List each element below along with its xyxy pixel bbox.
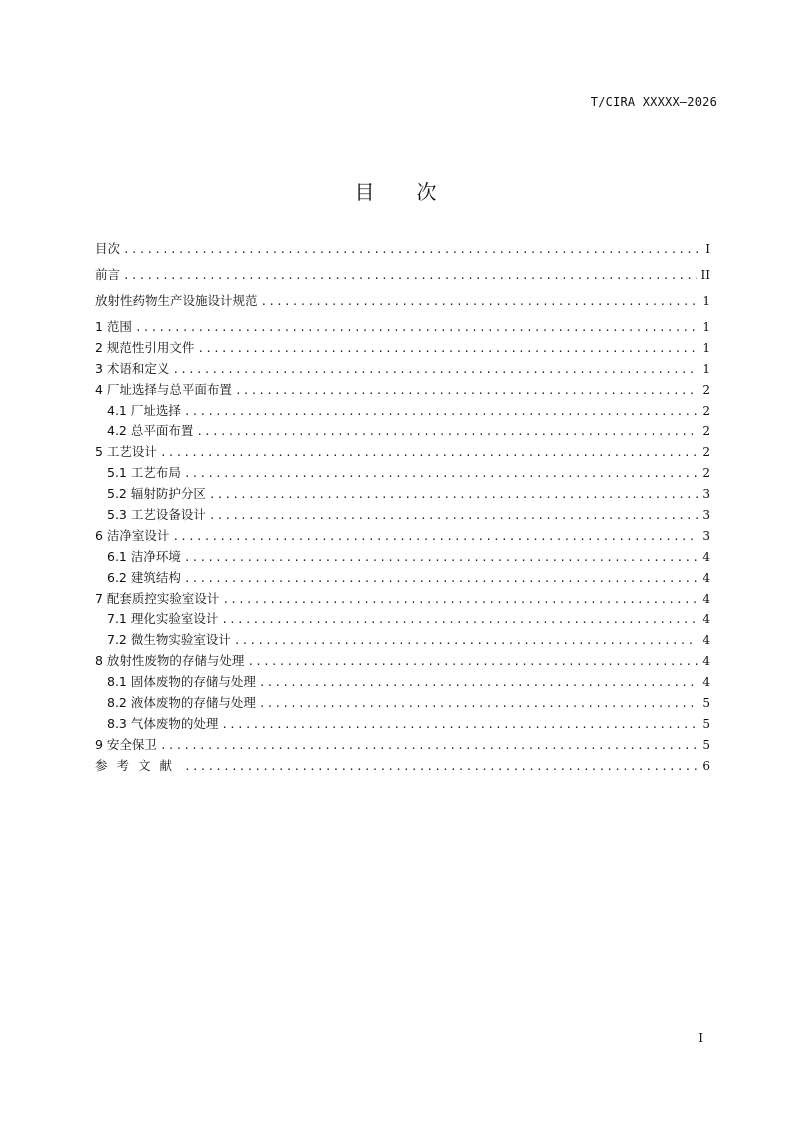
toc-entry-label: 2 规范性引用文件: [95, 339, 195, 355]
toc-entry[interactable]: [95, 756, 710, 777]
toc-leader-dots: [196, 422, 698, 443]
toc-entry[interactable]: [95, 239, 710, 265]
toc-entry[interactable]: [95, 672, 710, 693]
toc-entry-page: 1: [702, 320, 710, 334]
toc-leader-dots: [184, 569, 699, 590]
toc-entry[interactable]: [95, 589, 710, 610]
toc-entry-page: 4: [702, 612, 710, 627]
toc-entry[interactable]: [95, 442, 710, 463]
toc-entry-page: 3: [702, 508, 710, 523]
toc-leader-dots: [235, 381, 698, 402]
toc-leader-dots: [247, 652, 698, 673]
toc-leader-dots: [197, 339, 698, 360]
toc-entry-label: 4 厂址选择与总平面布置: [95, 381, 232, 397]
toc-entry[interactable]: [95, 265, 710, 291]
toc-entry[interactable]: [95, 526, 710, 547]
toc-entry[interactable]: [95, 317, 710, 338]
toc-entry-label: 8.3 气体废物的处理: [107, 715, 219, 731]
toc-entry-label: 6.1 洁净环境: [107, 548, 181, 564]
toc-entry[interactable]: [95, 463, 710, 484]
toc-entry-page: I: [705, 242, 710, 256]
toc-leader-dots: [209, 506, 699, 527]
toc-entry-page: 2: [702, 466, 710, 481]
toc-entry[interactable]: [95, 735, 710, 756]
toc-entry-page: 1: [702, 361, 710, 376]
toc-entry[interactable]: [95, 359, 710, 380]
toc-entry-page: 2: [702, 382, 710, 397]
toc-entry-page: 4: [702, 675, 710, 690]
toc-entry[interactable]: [95, 401, 710, 422]
toc-leader-dots: [184, 548, 699, 569]
toc-entry-page: 5: [702, 716, 710, 731]
toc-entry-label: 9 安全保卫: [95, 736, 157, 752]
toc-leader-dots: [222, 590, 698, 611]
toc-entry-label: 7.1 理化实验室设计: [107, 611, 219, 627]
toc-entry[interactable]: [95, 630, 710, 651]
toc-leader-dots: [221, 610, 698, 631]
toc-entry-page: 3: [702, 487, 710, 502]
toc-entry-label: 8.2 液体废物的存储与处理: [107, 695, 256, 711]
document-code: T/CIRA XXXXX—2026: [590, 95, 717, 109]
toc-entry-page: II: [700, 268, 710, 282]
toc-entry-label: 3 术语和定义: [95, 360, 170, 376]
toc-entry-page: 4: [702, 570, 710, 585]
toc-entry-page: 1: [702, 340, 710, 355]
toc-entry[interactable]: [95, 693, 710, 714]
toc-leader-dots: [184, 464, 699, 485]
toc-leader-dots: [160, 443, 698, 464]
toc-title-char-1: 目: [354, 180, 377, 204]
toc-entry-label: 5.1 工艺布局: [107, 465, 181, 481]
toc-entry[interactable]: [95, 609, 710, 630]
toc-entry[interactable]: [95, 291, 710, 317]
toc-entry-label: 8.1 固体废物的存储与处理: [107, 674, 256, 690]
toc-entry[interactable]: [95, 568, 710, 589]
toc-title-char-2: 次: [416, 180, 439, 204]
toc-entry-label: 前言: [95, 267, 121, 282]
toc-leader-dots: [135, 318, 698, 339]
toc-leader-dots: [172, 527, 698, 548]
toc-title: [0, 176, 793, 205]
page-number: I: [698, 1031, 703, 1045]
toc-entry[interactable]: [95, 651, 710, 672]
toc-entry-label: 放射性药物生产设施设计规范: [95, 293, 258, 308]
toc-entry-page: 2: [702, 403, 710, 418]
toc-leader-dots: [160, 736, 698, 757]
toc-entry-label: 6 洁净室设计: [95, 527, 170, 543]
toc-entry-label: 1 范围: [95, 319, 132, 334]
toc-entry[interactable]: [95, 484, 710, 505]
toc-entry-page: 4: [702, 654, 710, 669]
toc-leader-dots: [184, 757, 698, 778]
toc-leader-dots: [172, 360, 698, 381]
toc-entry-page: 6: [702, 758, 710, 773]
toc-entry-label: 5.3 工艺设备设计: [107, 507, 206, 523]
toc-entry-label: 6.2 建筑结构: [107, 569, 181, 585]
toc-entry-page: 4: [702, 591, 710, 606]
toc-entry-page: 4: [702, 633, 710, 648]
toc-entry-page: 1: [702, 294, 710, 308]
toc-entry-page: 2: [702, 445, 710, 460]
toc-entry-label: 4.2 总平面布置: [107, 423, 194, 439]
toc-leader-dots: [209, 485, 699, 506]
toc-leader-dots: [123, 240, 701, 261]
toc-leader-dots: [261, 292, 699, 313]
toc-entry-label: 参考文献: [95, 757, 182, 773]
toc-entry-label: 目次: [95, 241, 121, 256]
table-of-contents: [95, 239, 710, 777]
toc-leader-dots: [259, 694, 699, 715]
toc-entry-label: 7 配套质控实验室设计: [95, 590, 220, 606]
toc-leader-dots: [184, 402, 699, 423]
toc-entry-page: 4: [702, 549, 710, 564]
toc-entry[interactable]: [95, 380, 710, 401]
toc-entry[interactable]: [95, 714, 710, 735]
toc-leader-dots: [123, 266, 697, 287]
toc-leader-dots: [259, 673, 699, 694]
toc-entry[interactable]: [95, 421, 710, 442]
toc-entry-label: 8 放射性废物的存储与处理: [95, 653, 245, 669]
toc-entry[interactable]: [95, 547, 710, 568]
toc-entry-label: 5.2 辐射防护分区: [107, 486, 206, 502]
toc-entry[interactable]: [95, 505, 710, 526]
toc-entry-page: 5: [702, 737, 710, 752]
toc-entry-label: 5 工艺设计: [95, 444, 157, 460]
toc-entry-label: 4.1 厂址选择: [107, 402, 181, 418]
toc-entry-page: 2: [702, 424, 710, 439]
toc-entry-label: 7.2 微生物实验室设计: [107, 632, 231, 648]
toc-leader-dots: [221, 715, 698, 736]
toc-entry-page: 3: [702, 528, 710, 543]
toc-entry-page: 5: [702, 696, 710, 711]
toc-entry[interactable]: [95, 338, 710, 359]
toc-leader-dots: [234, 631, 699, 652]
